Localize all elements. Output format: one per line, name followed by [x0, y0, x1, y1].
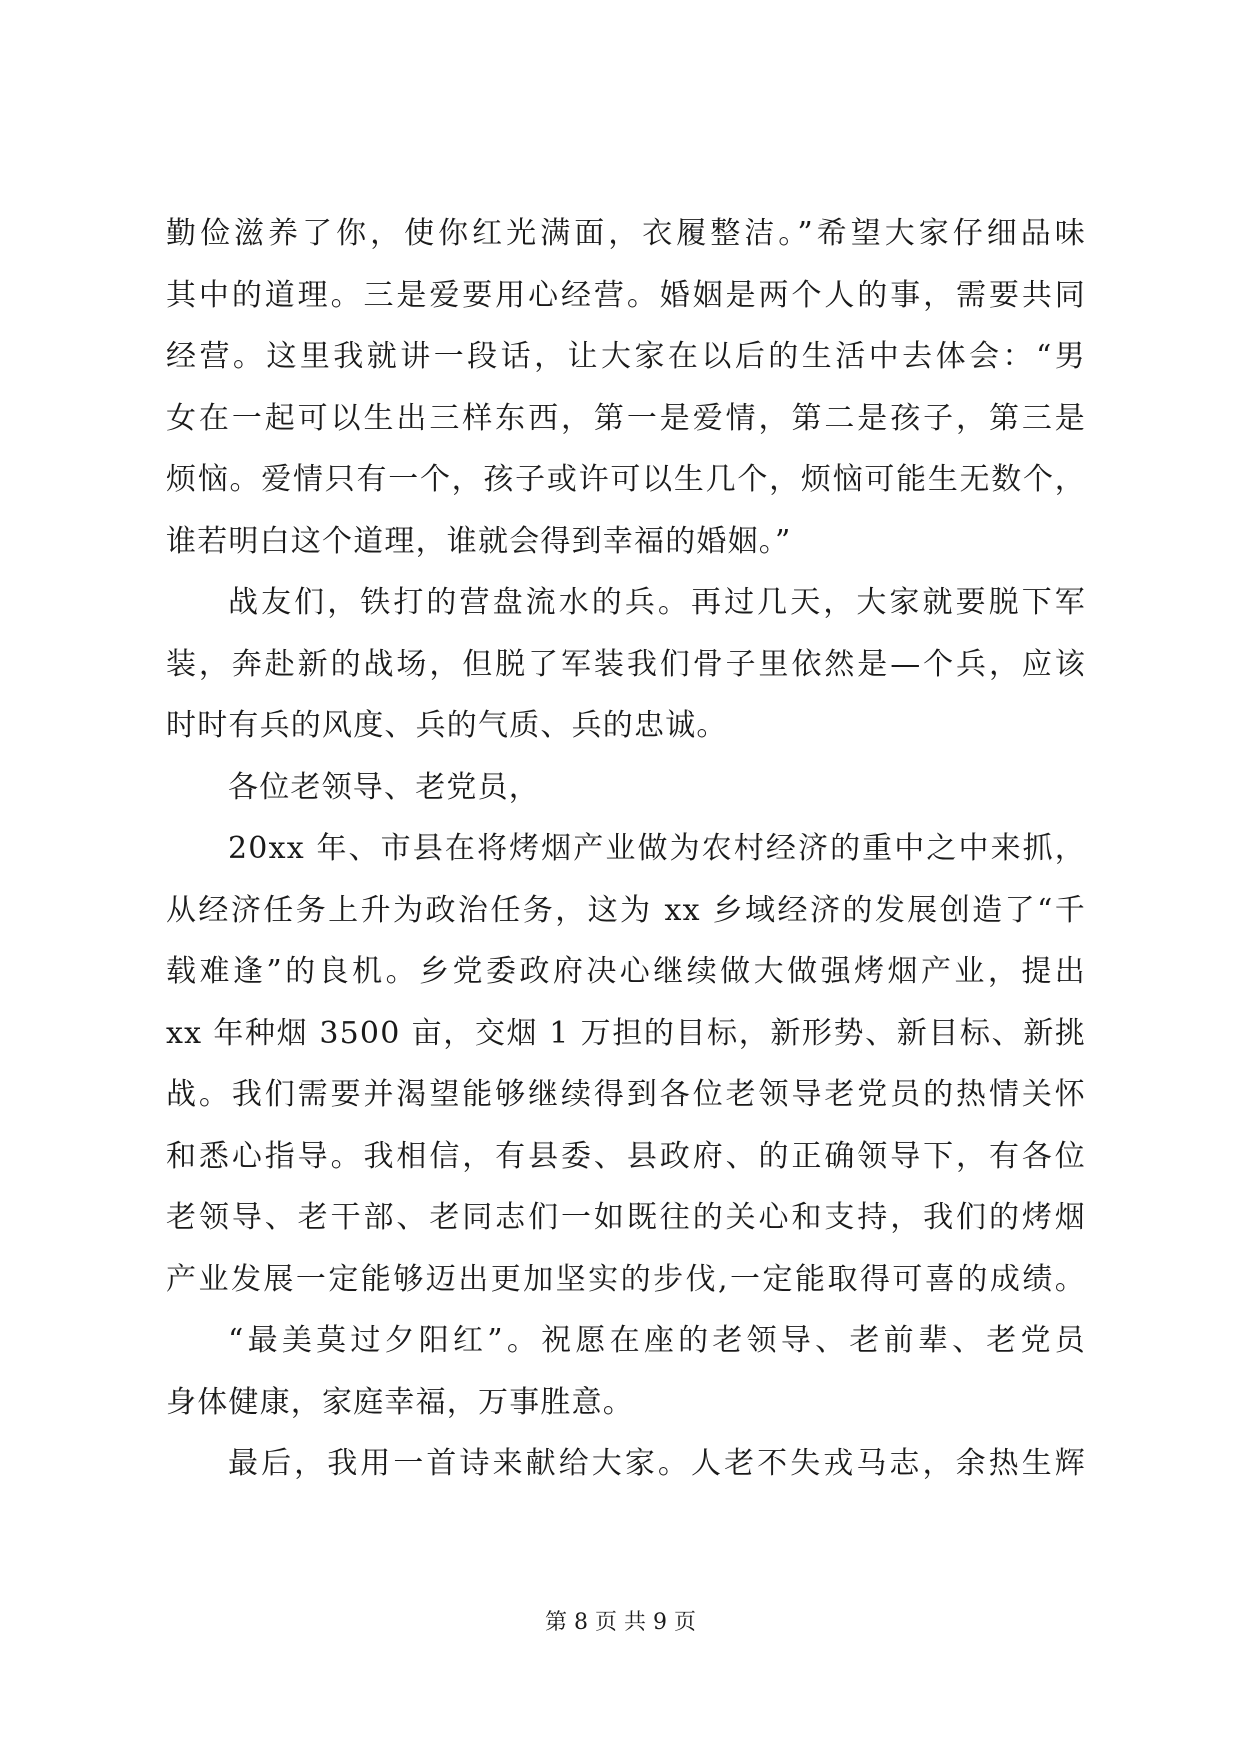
- text-line: 战。我们需要并渴望能够继续得到各位老领导老党员的热情关怀: [166, 1077, 1086, 1112]
- text-line: 老领导、老干部、老同志们一如既往的关心和支持，我们的烤烟: [166, 1200, 1086, 1235]
- page-number-footer: 第 8 页 共 9 页: [545, 1610, 696, 1635]
- body-text: [166, 203, 1086, 1495]
- text-line: 谁若明白这个道理，谁就会得到幸福的婚姻。”: [166, 523, 792, 559]
- text-line: 各位老领导、老党员，: [228, 769, 540, 805]
- text-line: 身体健康，家庭幸福，万事胜意。: [166, 1384, 634, 1420]
- text-line: 装，奔赴新的战场，但脱了军装我们骨子里依然是—个兵，应该: [166, 646, 1086, 682]
- text-line: 战友们，铁打的营盘流水的兵。再过几天，大家就要脱下军: [228, 585, 1086, 620]
- text-line: 经营。这里我就讲一段话，让大家在以后的生活中去体会：“男: [166, 339, 1086, 374]
- text-line: 载难逢”的良机。乡党委政府决心继续做大做强烤烟产业，提出: [166, 954, 1086, 989]
- text-line: 和悉心指导。我相信，有县委、县政府、的正确领导下，有各位: [166, 1138, 1086, 1174]
- text-line: 20xx 年、市县在将烤烟产业做为农村经济的重中之中来抓，: [228, 831, 1086, 866]
- text-line: 其中的道理。三是爱要用心经营。婚姻是两个人的事，需要共同: [166, 277, 1086, 313]
- text-line: 产业发展一定能够迈出更加坚实的步伐,一定能取得可喜的成绩。: [166, 1261, 1086, 1297]
- text-line: 最后，我用一首诗来献给大家。人老不失戎马志，余热生辉: [228, 1446, 1086, 1481]
- text-line: 女在一起可以生出三样东西，第一是爱情，第二是孩子，第三是: [166, 400, 1086, 436]
- text-line: “最美莫过夕阳红”。祝愿在座的老领导、老前辈、老党员: [228, 1323, 1086, 1358]
- text-line: 勤俭滋养了你，使你红光满面，衣履整洁。”希望大家仔细品味: [166, 216, 1086, 251]
- text-line: xx 年种烟 3500 亩，交烟 1 万担的目标，新形势、新目标、新挑: [166, 1015, 1086, 1051]
- text-line: 时时有兵的风度、兵的气质、兵的忠诚。: [166, 708, 728, 743]
- text-line: 从经济任务上升为政治任务，这为 xx 乡域经济的发展创造了“千: [166, 892, 1086, 928]
- text-line: 烦恼。爱情只有一个，孩子或许可以生几个，烦恼可能生无数个，: [166, 462, 1086, 497]
